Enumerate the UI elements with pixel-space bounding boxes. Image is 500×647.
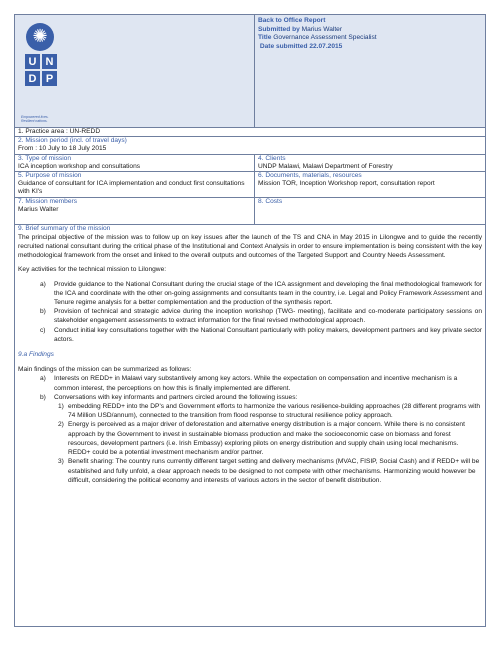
list-item — [40, 326, 482, 344]
date-label: Date submitted — [259, 42, 308, 50]
logo-letter: N — [42, 54, 57, 69]
list-item — [40, 393, 482, 485]
clients-label: 4. Clients — [258, 154, 286, 162]
list-item — [40, 374, 482, 392]
submitted-by-label: Submitted by — [258, 25, 300, 33]
submitted-by-line — [258, 26, 482, 35]
report-form — [14, 14, 486, 627]
summary-label: 9. Brief summary of the mission — [18, 224, 111, 232]
findings-list — [18, 374, 482, 484]
list-text: Conversations with key informants and partners circled around the following issues: — [54, 393, 298, 401]
report-info-cell — [255, 15, 486, 128]
list-text: Provision of technical and strategic advice during the inception workshop (TWG- meeting), facilitate and co-moderate participatory sessions on stakeholder engagement assessments to extract information for the final revised methodological approach. — [54, 308, 482, 325]
title-value: Governance Assessment Specialist — [273, 34, 377, 41]
findings-intro: Main findings of the mission can be summarized as follows: — [18, 366, 192, 374]
issues-list — [54, 402, 482, 485]
activities-intro: Key activities for the technical mission to Lilongwe: — [18, 266, 167, 274]
mission-type-label: 3. Type of mission — [18, 154, 72, 162]
activities-list — [18, 280, 482, 344]
report-info — [258, 15, 482, 51]
list-text: Conduct initial key consultations together with the National Consultant particularly with policy makers, development partners and key private sector actors. — [54, 326, 482, 343]
documents-label: 6. Documents, materials, resources — [258, 172, 362, 180]
undp-logo — [23, 23, 57, 86]
purpose-value: Guidance of consultant for ICA implementation and conduct first consultations with KI's — [18, 180, 245, 196]
list-text: Interests on REDD+ in Malawi vary substantively among key actors. While the expectation on compensation and incentive mechanism is a common interest, the perceptions on how this is finally implemented are different. — [54, 375, 458, 392]
clients-cell — [255, 154, 486, 171]
org-tagline: Empowered lives. Resilient nations. — [21, 115, 49, 123]
documents-value: Mission TOR, Inception Workshop report, consultation report — [258, 180, 435, 188]
list-item — [58, 457, 482, 485]
purpose-label: 5. Purpose of mission — [18, 172, 82, 180]
logo-letter: U — [25, 54, 40, 69]
members-value: Marius Walter — [18, 205, 59, 213]
list-marker: a) — [40, 375, 46, 383]
title-line — [258, 34, 482, 43]
submitted-by-value: Marius Walter — [301, 25, 343, 33]
logo-letter: D — [25, 71, 40, 86]
logo-cell — [15, 15, 255, 128]
list-item — [40, 280, 482, 308]
list-text: Benefit sharing: The country runs currently different target setting and delivery mechanisms (MVAC, FISIP, Social Cash) and if REDD+ will be established and fully unfold, a clear approach needs to be designed to not compete with other mechanisms. Harmonizing would however be difficult, considering the political economy and interests of various actors in the sector of benefit distribution. — [68, 458, 480, 484]
report-page — [14, 14, 486, 647]
summary-intro: The principal objective of the mission was to follow up on key issues after the launch of the TS and CNA in May 2015 in Lilongwe and to guide the recently recruited national consultant during the critical phase of the Institutional and Context Analysis in order to ensure implementation is being consistent with the key methodological framework from the onset and linked to the overall outputs and outcomes of the Targeted Support and Country Needs Assessment. — [18, 233, 482, 260]
list-text: Provide guidance to the National Consultant during the crucial stage of the ICA assignment and developing the final methodological framework for the ICA and coordinate with the other on-going assignments and consultants team in the country, i.e. Legal and Policy Framework Assessment and Tenure regime analysis for a better complementation and the production of the synthesis report. — [54, 280, 482, 307]
list-marker: 3) — [58, 458, 64, 466]
mission-type-value: ICA inception workshop and consultations — [18, 162, 141, 170]
mission-type-cell — [15, 154, 255, 171]
date-value: 22.07.2015 — [309, 42, 343, 50]
purpose-cell — [15, 172, 255, 198]
members-label: 7. Mission members — [18, 197, 77, 205]
date-line — [258, 43, 482, 52]
list-marker: a) — [40, 280, 46, 288]
costs-label: 8. Costs — [258, 197, 283, 205]
findings-label: 9.a Findings — [18, 351, 54, 359]
list-marker: 1) — [58, 403, 64, 411]
list-marker: b) — [40, 308, 46, 316]
members-cell — [15, 197, 255, 224]
list-marker: c) — [40, 326, 46, 334]
list-item — [40, 307, 482, 325]
list-text: embedding REDD+ into the DP's and Government efforts to harmonize the various resilience-building approaches (28 different programs with 74 Million USD/annum), connected to the transition from flood response to structural resilience policy approach. — [68, 403, 481, 420]
documents-cell — [255, 172, 486, 198]
mission-period-value: From : 10 July to 18 July 2015 — [18, 145, 107, 153]
list-item — [58, 420, 482, 457]
list-text: Energy is perceived as a major driver of deforestation and alternative energy distribution is a major concern. While there is no consistent approach by the Government to invest in sustainable biomass production and make the socioeconomic case on biomass and forest resources, development partners (i.e. Irish Embassy) exploring pilots on energy distribution and supply chain using local mechanisms. REDD+ could be a potential investment mechanism and/or partner. — [68, 421, 465, 457]
mission-period-cell — [15, 137, 486, 154]
logo-letter: P — [42, 71, 57, 86]
costs-cell — [255, 197, 486, 224]
list-item — [58, 402, 482, 420]
undp-letters — [25, 54, 57, 86]
report-title: Back to Office Report — [258, 17, 326, 24]
mission-period-label: 2. Mission period (incl. of travel days) — [18, 137, 127, 145]
list-marker: 2) — [58, 421, 64, 429]
title-label: Title — [258, 34, 272, 41]
practice-area: 1. Practice area : UN-REDD — [15, 128, 486, 137]
summary-cell — [15, 224, 486, 626]
clients-value: UNDP Malawi, Malawi Department of Forestry — [258, 162, 393, 170]
un-emblem-icon: ✺ — [26, 23, 54, 51]
list-marker: b) — [40, 393, 46, 401]
